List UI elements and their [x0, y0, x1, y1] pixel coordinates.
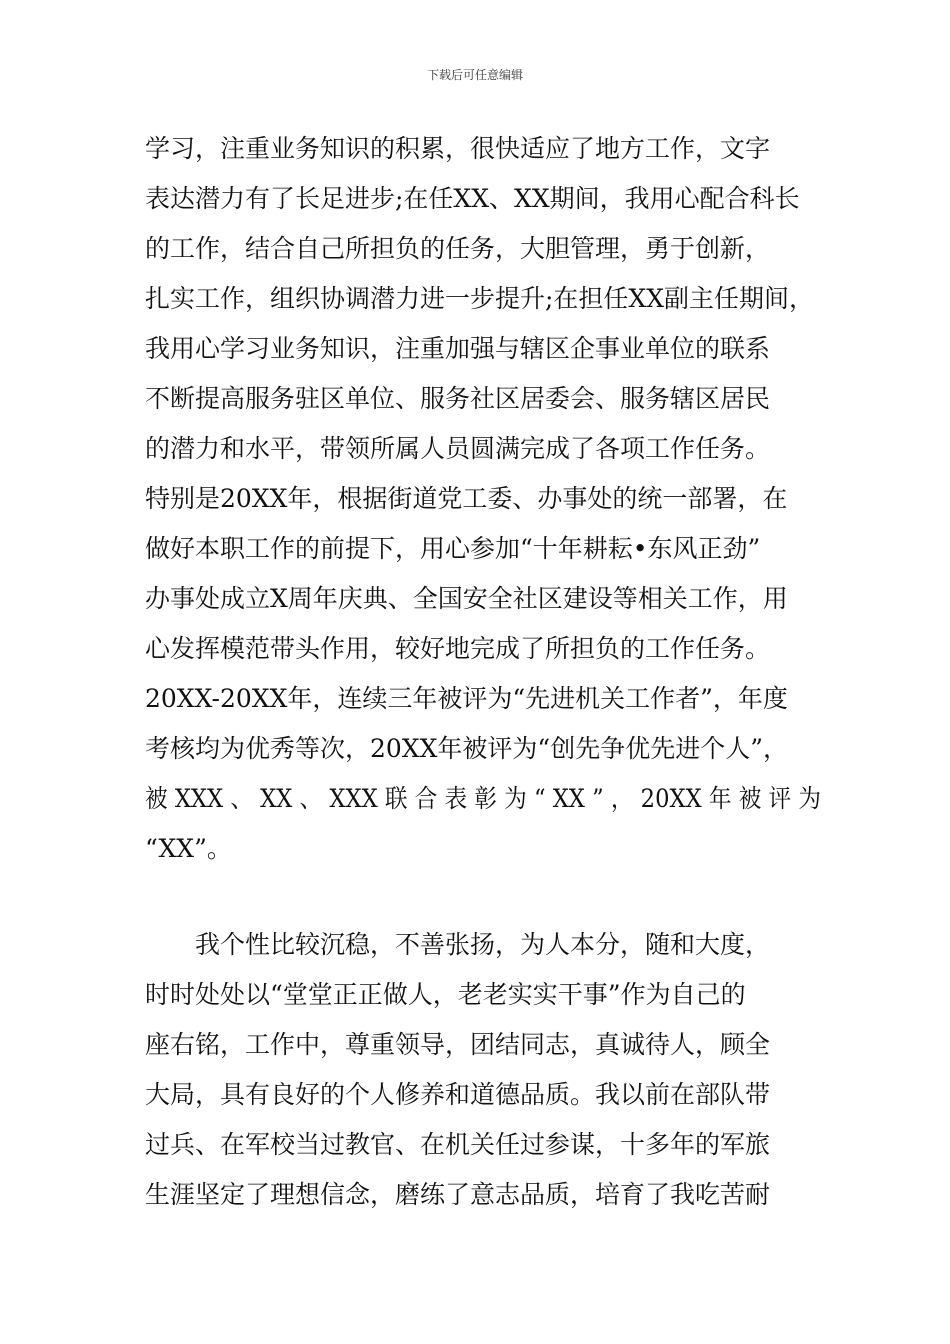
text-line: 我个性比较沉稳，不善张扬，为人本分，随和大度， — [145, 930, 771, 959]
text-line: 生涯坚定了理想信念，磨练了意志品质，培育了我吃苦耐 — [145, 1180, 771, 1209]
text-line: 的潜力和水平，带领所属人员圆满完成了各项工作任务。 — [145, 434, 771, 463]
page-header: 下载后可任意编辑 — [426, 68, 523, 82]
text-line: 不断提高服务驻区单位、服务社区居委会、服务辖区居民 — [145, 384, 771, 413]
text-line: 心发挥模范带头作用，较好地完成了所担负的工作任务。 — [145, 634, 771, 663]
text-line: 20XX-20XX年，连续三年被评为“先进机关工作者”，年度 — [145, 684, 788, 713]
text-line: 的工作，结合自己所担负的任务，大胆管理，勇于创新， — [145, 234, 771, 263]
text-line: 扎实工作，组织协调潜力进一步提升;在担任XX副主任期间， — [145, 284, 815, 313]
text-line: 过兵、在军校当过教官、在机关任过参谋，十多年的军旅 — [145, 1130, 771, 1159]
text-line: 表达潜力有了长足进步;在任XX、XX期间，我用心配合科长 — [145, 184, 800, 213]
text-line: 我用心学习业务知识，注重加强与辖区企事业单位的联系 — [145, 334, 771, 363]
text-line: 时时处处以“堂堂正正做人，老老实实干事”作为自己的 — [145, 980, 746, 1009]
text-line: 考核均为优秀等次，20XX年被评为“创先争优先进个人”， — [145, 734, 788, 763]
text-line: 特别是20XX年，根据街道党工委、办事处的统一部署，在 — [145, 484, 788, 513]
text-line: 被 XXX 、 XX 、 XXX 联 合 表 彰 为 “ XX ” ， 20XX 年 被 评 为 — [145, 784, 821, 813]
text-line: 大局，具有良好的个人修养和道德品质。我以前在部队带 — [145, 1080, 771, 1109]
text-line: 座右铭，工作中，尊重领导，团结同志，真诚待人，顾全 — [145, 1030, 771, 1059]
text-line: 做好本职工作的前提下，用心参加“十年耕耘•东风正劲” — [145, 534, 761, 563]
text-line: 办事处成立X周年庆典、全国安全社区建设等相关工作，用 — [145, 584, 788, 613]
text-line: “XX”。 — [145, 834, 232, 863]
text-line: 学习，注重业务知识的积累，很快适应了地方工作，文字 — [145, 134, 771, 163]
